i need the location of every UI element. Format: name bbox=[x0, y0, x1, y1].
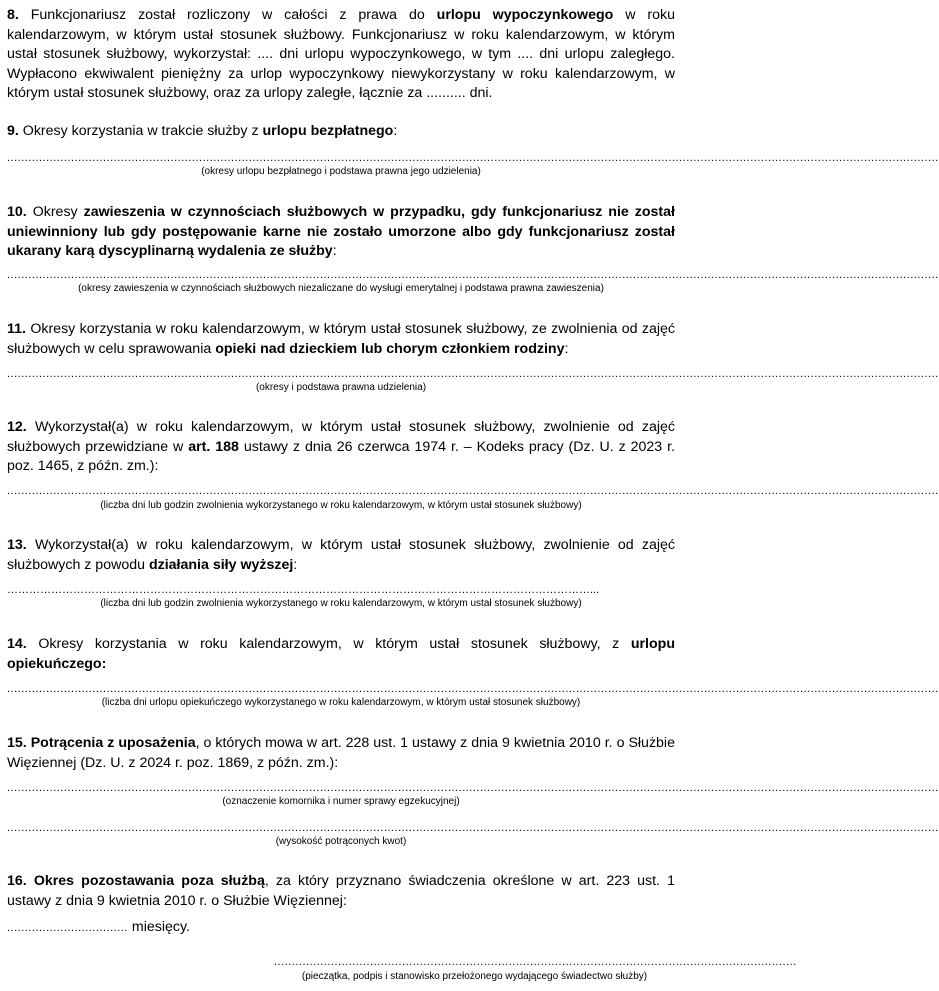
section-10-text-2: : bbox=[332, 243, 337, 259]
section-10-caption: (okresy zawieszenia w czynnościach służbowych niezaliczane do wysługi emerytalnej i podstawa prawna zawieszenia) bbox=[78, 283, 604, 294]
section-15-fill-line-2[interactable]: ...................................................................................................................................................................................................................................................................... bbox=[7, 822, 939, 834]
section-10-bold-text: zawieszenia w czynnościach służbowych w przypadku, gdy funkcjonariusz nie został uniewinniony lub gdy postępowanie karne nie zostało umorzone albo gdy funkcjonariusz został ukarany karą dyscyplinarną wydalenia ze służby bbox=[7, 204, 675, 259]
signature-fill-line[interactable]: ................................................................................................................................................... bbox=[274, 956, 797, 968]
section-16-number: 16. bbox=[7, 873, 27, 889]
section-14-text-1: Okresy korzystania w roku kalendarzowym, w którym ustał stosunek służbowy, z bbox=[38, 636, 620, 652]
section-8-number: 8. bbox=[7, 7, 19, 23]
section-16-text-1: , za który przyznano świadczenia określone w art. 223 ust. 1 ustawy z dnia 9 kwietnia 2010 r. o Służbie Więziennej: bbox=[7, 873, 675, 909]
section-8-text-1: Funkcjonariusz został rozliczony w całości z prawa do bbox=[30, 7, 425, 23]
section-10 bbox=[7, 203, 675, 262]
section-16-bold-text: Okres pozostawania poza służbą bbox=[33, 873, 265, 889]
section-9-text-1: Okresy korzystania w trakcie służby z bbox=[22, 123, 259, 139]
section-15-fill-line-1[interactable]: ...................................................................................................................................................................................................................................................................... bbox=[7, 782, 939, 794]
section-14-number: 14. bbox=[7, 636, 27, 652]
section-9 bbox=[7, 122, 675, 142]
section-15-text-1: , o których mowa w art. 228 ust. 1 ustawy z dnia 9 kwietnia 2010 r. o Służbie Więziennej (Dz. U. z 2024 r. poz. 1869, z późn. zm.): bbox=[7, 735, 675, 771]
section-16 bbox=[7, 872, 675, 911]
section-15-caption-1: (oznaczenie komornika i numer sprawy egzekucyjnej) bbox=[222, 796, 460, 807]
section-13-number: 13. bbox=[7, 537, 27, 553]
section-8-text-2: w roku kalendarzowym, w którym ustał stosunek służbowy. Funkcjonariusz w roku kalendarzowym, w którym ustał stosunek służbowy, wykorzystał: .... dni urlopu wypoczynkowego, w tym .... dni urlopu zaległego. Wypłacono ekwiwalent pieniężny za urlop wypoczynkowy niewykorzystany w roku kalendarzowym, w którym ustał stosunek służbowy, oraz za urlopy zaległe, łącznie za .......... dni. bbox=[7, 7, 675, 101]
section-9-fill-line[interactable]: ...................................................................................................................................................................................................................................................................... bbox=[7, 152, 939, 164]
section-12-number: 12. bbox=[7, 419, 27, 435]
section-16-months-label: miesięcy. bbox=[131, 919, 190, 935]
section-11-fill-line[interactable]: ...................................................................................................................................................................................................................................................................... bbox=[7, 368, 939, 380]
section-13-caption: (liczba dni lub godzin zwolnienia wykorzystanego w roku kalendarzowym, w którym ustał stosunek służbowy) bbox=[100, 598, 582, 609]
section-8 bbox=[7, 6, 675, 104]
section-13-text-1: Wykorzystał(a) w roku kalendarzowym, w którym ustał stosunek służbowy, zwolnienie od zajęć służbowych z powodu bbox=[7, 537, 675, 573]
section-15-number: 15. bbox=[7, 735, 27, 751]
section-13 bbox=[7, 536, 675, 575]
section-15 bbox=[7, 734, 675, 773]
section-8-bold-text: urlopu wypoczynkowego bbox=[436, 7, 614, 23]
section-9-caption: (okresy urlopu bezpłatnego i podstawa prawna jego udzielenia) bbox=[201, 166, 481, 177]
signature-caption: (pieczątka, podpis i stanowisko przełożonego wydającego świadectwo służby) bbox=[301, 971, 648, 982]
section-11-bold-text: opieki nad dzieckiem lub chorym członkiem rodziny bbox=[215, 340, 565, 357]
section-14-fill-line[interactable]: ...................................................................................................................................................................................................................................................................... bbox=[7, 683, 939, 695]
section-13-text-2: : bbox=[293, 556, 298, 573]
section-12-caption: (liczba dni lub godzin zwolnienia wykorzystanego w roku kalendarzowym, w którym ustał stosunek służbowy) bbox=[100, 500, 582, 511]
section-16-months-fill[interactable]: .................................. bbox=[7, 922, 128, 934]
section-11 bbox=[7, 320, 675, 359]
section-14 bbox=[7, 635, 675, 674]
section-9-number: 9. bbox=[7, 123, 19, 139]
section-11-number: 11. bbox=[7, 321, 26, 337]
section-14-bold-text: urlopu opiekuńczego: bbox=[7, 636, 675, 672]
section-10-number: 10. bbox=[7, 204, 27, 220]
section-10-fill-line[interactable]: ...................................................................................................................................................................................................................................................................... bbox=[7, 269, 939, 281]
section-12-text-1: Wykorzystał(a) w roku kalendarzowym, w którym ustał stosunek służbowy, zwolnienie od zajęć służbowych przewidziane w bbox=[7, 419, 675, 455]
section-11-text-2: : bbox=[564, 340, 569, 357]
section-12-text-2: ustawy z dnia 26 czerwca 1974 r. – Kodeks pracy (Dz. U. z 2023 r. poz. 1465, z późn. zm.): bbox=[7, 438, 675, 474]
section-11-caption: (okresy i podstawa prawna udzielenia) bbox=[255, 382, 427, 393]
section-9-bold-text: urlopu bezpłatnego bbox=[262, 123, 394, 139]
section-13-bold-text: działania siły wyższej bbox=[148, 556, 294, 573]
section-9-text-2: : bbox=[393, 123, 398, 139]
section-12-bold-text: art. 188 bbox=[188, 438, 239, 455]
section-15-caption-2: (wysokość potrąconych kwot) bbox=[275, 836, 407, 847]
section-14-caption: (liczba dni urlopu opiekuńczego wykorzystanego w roku kalendarzowym, w którym ustał stosunek służbowy) bbox=[101, 697, 581, 708]
section-10-text-1: Okresy bbox=[32, 204, 78, 220]
section-11-text-1: Okresy korzystania w roku kalendarzowym, w którym ustał stosunek służbowy, ze zwolnienia od zajęć służbowych w celu sprawowania bbox=[7, 321, 675, 357]
section-15-bold-text: Potrącenia z uposażenia bbox=[30, 735, 196, 751]
section-13-fill-line[interactable]: ……………………………………………………………………………………………………………………………………………... bbox=[7, 584, 600, 596]
section-16-months bbox=[7, 918, 190, 938]
section-12 bbox=[7, 418, 675, 477]
section-12-fill-line[interactable]: ...................................................................................................................................................................................................................................................................... bbox=[7, 485, 939, 497]
